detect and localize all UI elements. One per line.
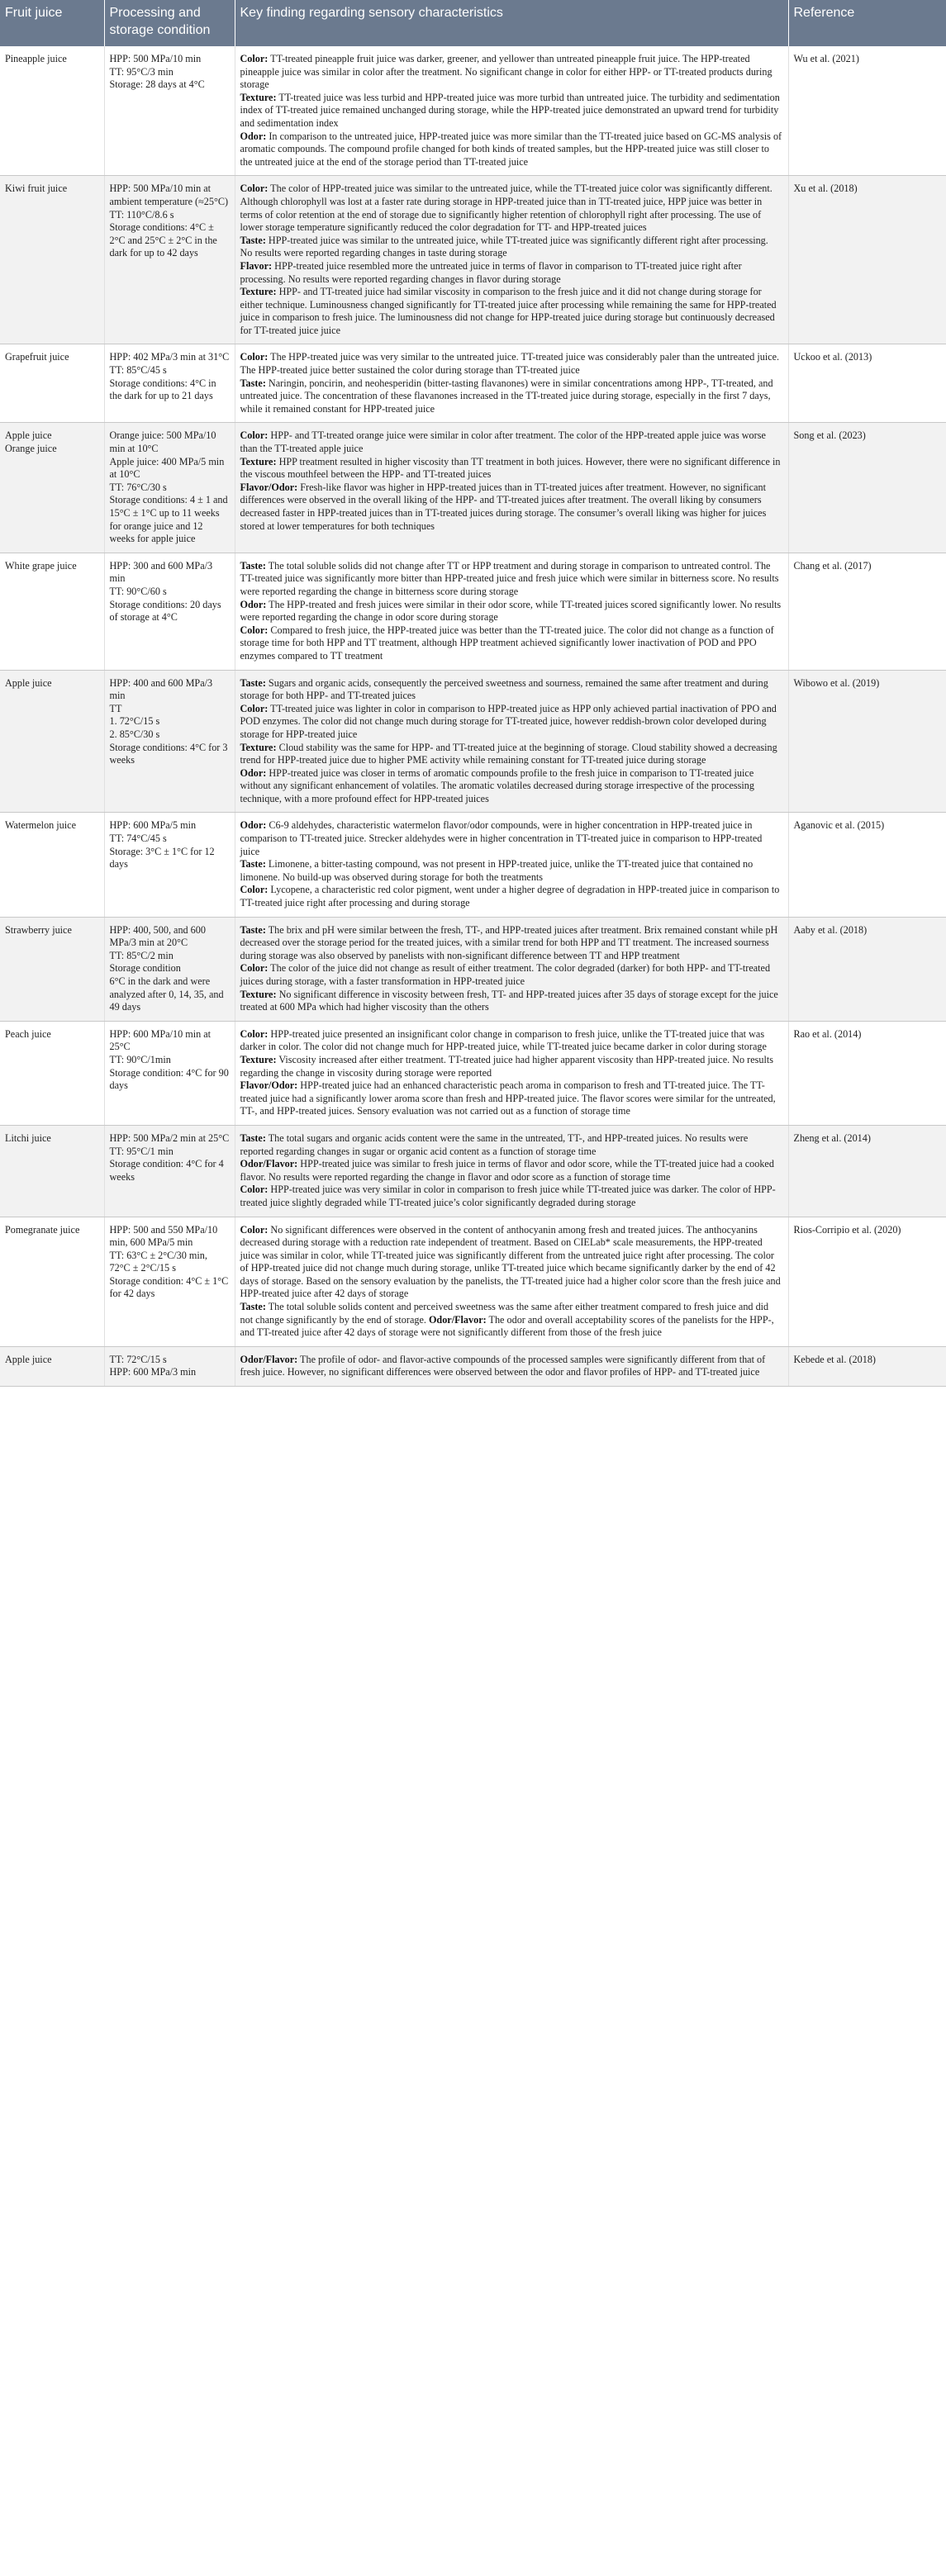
table-row	[0, 670, 946, 813]
condition-line: TT: 95°C/1 min	[109, 1145, 174, 1157]
table-row	[0, 344, 946, 423]
key-finding-cell	[235, 917, 788, 1021]
finding-label: Texture:	[240, 91, 277, 103]
reference-cell: Aganovic et al. (2015)	[788, 813, 946, 917]
condition-line: TT: 110°C/8.6 s	[109, 208, 174, 221]
fruit-juice-cell: Pineapple juice	[0, 46, 104, 176]
condition-line: TT: 90°C/60 s	[109, 585, 167, 597]
finding-label: Odor/Flavor:	[240, 1158, 298, 1170]
finding-text: TT-treated pineapple fruit juice was darker, greener, and yellower than untreated pineapple fruit juice. The HPP-treated pineapple juice was similar in color after the treatment. No significant change in color for either HPP- or TT-treated products during storage	[240, 53, 772, 91]
finding-text: Naringin, poncirin, and neohesperidin (bitter-tasting flavanones) were in similar concentrations among HPP-, TT-treated, and untreated juice. The concentration of these flavanones increased in the TT-treated juice during storage, especially in the first 7 days, while it remained constant for HPP-treated juice	[240, 377, 773, 415]
condition-line: Storage conditions: 20 days of storage at 4°C	[109, 598, 221, 624]
fruit-juice-cell: Apple juice Orange juice	[0, 423, 104, 553]
finding-label: Taste:	[240, 377, 266, 389]
finding-label: Color:	[240, 351, 269, 363]
key-finding-cell	[235, 1217, 788, 1346]
table-row	[0, 423, 946, 553]
condition-line: 6°C in the dark and were analyzed after 0, 14, 35, and 49 days	[109, 975, 224, 1013]
key-finding-cell	[235, 176, 788, 344]
condition-line: Storage conditions: 4°C for 3 weeks	[109, 741, 228, 766]
fruit-juice-cell: White grape juice	[0, 553, 104, 670]
finding-label: Color:	[240, 429, 269, 442]
header-reference: Reference	[788, 0, 946, 46]
finding-label: Odor/Flavor:	[428, 1313, 487, 1326]
finding-text: HPP-treated juice had an enhanced characteristic peach aroma in comparison to fresh and TT-treated juice. The TT-treated juice had a significantly lower aroma score than fresh and HPP-treated juice. The flavor scores were similar for the untreated, TT-, and HPP-treated juices. Sensory evaluation was not carried out as a function of storage time	[240, 1079, 776, 1117]
condition-line: 2. 85°C/30 s	[109, 728, 160, 740]
finding-label: Texture:	[240, 286, 277, 298]
table-row	[0, 46, 946, 176]
finding-label: Texture:	[240, 1053, 277, 1065]
finding-label: Color:	[240, 53, 269, 64]
condition-line: TT: 72°C/15 s	[109, 1353, 167, 1365]
finding-label: Texture:	[240, 455, 277, 467]
fruit-juice-cell: Watermelon juice	[0, 813, 104, 917]
finding-label: Color:	[240, 183, 269, 195]
table-header-row	[0, 0, 946, 46]
condition-line: TT: 95°C/3 min	[109, 65, 174, 78]
processing-condition-cell	[104, 553, 235, 670]
finding-label: Texture:	[240, 741, 277, 753]
key-finding-cell	[235, 1346, 788, 1386]
finding-text: Compared to fresh juice, the HPP-treated juice was better than the TT-treated juice. The color did not change as a function of storage time for both HPP and TT treatment, although HPP treatment achieved significantly lower inactivation of POD and PPO enzymes compared to TT treatment	[240, 624, 774, 662]
finding-text: The color of the juice did not change as result of either treatment. The color degraded (darker) for both HPP- and TT-treated juices during storage, with a faster transformation in HPP-treated juice	[240, 962, 771, 987]
finding-label: Odor:	[240, 766, 267, 779]
finding-text: No significant differences were observed in the content of anthocyanin among fresh and treated juices. The anthocyanins decreased during storage with a reduction rate independent of treatment. Based on CIELab* scale measurements, the HPP-treated juice was similar in color, while TT-treated juice was significantly different from the untreated juice right after processing. The color of HPP-treated juice did not change much during storage, unlike TT-treated juice which became significantly darker by the end of 42 days of storage. Based on the sensory evaluation by the panelists, the TT-treated juice had a higher color score than the fresh juice and HPP-treated juice after 42 days of storage	[240, 1223, 781, 1300]
processing-condition-cell	[104, 813, 235, 917]
table-row	[0, 813, 946, 917]
key-finding-cell	[235, 813, 788, 917]
finding-text: In comparison to the untreated juice, HPP-treated juice was more similar than the TT-treated juice based on GC-MS analysis of aromatic compounds. The compound profile changed for both kinds of treated samples, but the HPP-treated juice was still closer to the untreated juice at the end of the storage period than TT-treated juice	[240, 130, 782, 168]
processing-condition-cell	[104, 917, 235, 1021]
reference-cell: Zheng et al. (2014)	[788, 1125, 946, 1217]
fruit-juice-cell: Litchi juice	[0, 1125, 104, 1217]
condition-line: Storage condition: 4°C ± 1°C for 42 days	[109, 1274, 229, 1300]
finding-text: HPP-treated juice presented an insignificant color change in comparison to fresh juice, unlike the TT-treated juice that was darker in color. The color did not change much for HPP-treated juice, while TT-treated juice became darker in color during storage	[240, 1027, 767, 1053]
finding-label: Taste:	[240, 234, 266, 246]
key-finding-cell	[235, 553, 788, 670]
condition-line: Storage: 28 days at 4°C	[109, 78, 205, 91]
condition-line: Storage conditions: 4°C ± 2°C and 25°C ± 2°C in the dark for up to 42 days	[109, 221, 217, 259]
condition-line: Storage conditions: 4 ± 1 and 15°C ± 1°C up to 11 weeks for orange juice and 12 weeks for apple juice	[109, 494, 228, 545]
finding-text: Limonene, a bitter-tasting compound, was not present in HPP-treated juice, unlike the TT-treated juice that contained no limonene. No build-up was observed during storage for both the treatments	[240, 858, 753, 883]
finding-label: Odor:	[240, 130, 267, 142]
processing-condition-cell	[104, 46, 235, 176]
processing-condition-cell	[104, 176, 235, 344]
finding-text: The profile of odor- and flavor-active compounds of the processed samples were significantly different from that of fresh juice. However, no significant differences were observed between the odor and flavor profiles of HPP- and TT-treated juice	[240, 1353, 766, 1378]
finding-text: The HPP-treated and fresh juices were similar in their odor score, while TT-treated juices scored significantly lower. No results were reported regarding the change in odor score during storage	[240, 598, 782, 624]
reference-cell: Chang et al. (2017)	[788, 553, 946, 670]
finding-text: Cloud stability was the same for HPP- and TT-treated juice at the beginning of storage. Cloud stability showed a decreasing trend for HPP-treated juice due to higher PME activity while remaining constant for TT-treated juice during storage	[240, 741, 777, 766]
condition-line: Apple juice: 400 MPa/5 min at 10°C	[109, 455, 225, 481]
condition-line: HPP: 300 and 600 MPa/3 min	[109, 559, 213, 585]
finding-label: Texture:	[240, 988, 277, 1000]
finding-text: HPP-treated juice resembled more the untreated juice in terms of flavor in comparison to TT-treated juice right after processing. No results were reported regarding changes in flavor during storage	[240, 259, 742, 285]
reference-cell: Kebede et al. (2018)	[788, 1346, 946, 1386]
fruit-juice-cell: Peach juice	[0, 1021, 104, 1125]
reference-cell: Wu et al. (2021)	[788, 46, 946, 176]
finding-text: HPP- and TT-treated juice had similar viscosity in comparison to the fresh juice and it did not change during storage for either technique. Luminousness changed significantly for TT-treated juice after processing while remaining the same for HPP-treated juice in comparison to fresh juice. The luminousness did not change for HPP-treated juice during storage but continuously decreased for TT-treated juice juice	[240, 286, 777, 336]
processing-condition-cell	[104, 1125, 235, 1217]
finding-text: HPP-treated juice was closer in terms of aromatic compounds profile to the fresh juice in comparison to TT-treated juice without any significant enhancement of volatiles. The aromatic volatiles decreased during storage irrespective of the processing technique, with a more profound effect for HPP-treated juices	[240, 766, 754, 804]
finding-label: Flavor/Odor:	[240, 481, 298, 493]
finding-label: Color:	[240, 1184, 269, 1196]
condition-line: HPP: 500 MPa/10 min	[109, 53, 202, 64]
condition-line: HPP: 400 and 600 MPa/3 min	[109, 676, 213, 702]
reference-cell: Uckoo et al. (2013)	[788, 344, 946, 423]
fruit-juice-cell: Grapefruit juice	[0, 344, 104, 423]
table-body	[0, 46, 946, 1387]
finding-label: Odor/Flavor:	[240, 1353, 298, 1365]
fruit-juice-cell: Apple juice	[0, 1346, 104, 1386]
finding-text: Lycopene, a characteristic red color pigment, went under a higher degree of degradation in HPP-treated juice in comparison to TT-treated juice right after processing and during storage	[240, 884, 780, 909]
finding-text: The HPP-treated juice was very similar to the untreated juice. TT-treated juice was considerably paler than the untreated juice. The HPP-treated juice better sustained the color during storage than TT-treated juice	[240, 351, 780, 377]
fruit-juice-cell: Pomegranate juice	[0, 1217, 104, 1346]
finding-text: HPP- and TT-treated orange juice were similar in color after treatment. The color of the HPP-treated apple juice was worse than the TT-treated apple juice	[240, 429, 766, 455]
condition-line: HPP: 402 MPa/3 min at 31°C	[109, 351, 230, 363]
finding-text: The total soluble solids did not change after TT or HPP treatment and during storage in comparison to untreated control. The TT-treated juice was significantly more bitter than HPP-treated juice and fresh juice which were similar in bitterness score. No results were reported regarding the change in bitterness score during storage	[240, 559, 779, 597]
finding-label: Flavor:	[240, 259, 273, 272]
finding-text: The total sugars and organic acids content were the same in the untreated, TT-, and HPP-treated juices. No results were reported regarding changes in sugar or organic acid content as a function of storage time	[240, 1131, 749, 1157]
reference-cell: Rios-Corripio et al. (2020)	[788, 1217, 946, 1346]
key-finding-cell	[235, 670, 788, 813]
condition-line: HPP: 600 MPa/5 min	[109, 819, 197, 832]
key-finding-cell	[235, 46, 788, 176]
condition-line: HPP: 500 and 550 MPa/10 min, 600 MPa/5 min	[109, 1223, 218, 1249]
finding-text: HPP-treated juice was very similar in color in comparison to fresh juice while TT-treated juice was darker. The color of HPP-treated juice slightly degraded while TT-treated juice’s color significantly degraded during storage	[240, 1184, 776, 1208]
finding-label: Taste:	[240, 1301, 266, 1313]
table-row	[0, 1125, 946, 1217]
condition-line: Orange juice: 500 MPa/10 min at 10°C	[109, 429, 216, 455]
finding-label: Odor:	[240, 819, 267, 832]
finding-label: Color:	[240, 962, 269, 975]
finding-label: Odor:	[240, 598, 267, 610]
finding-label: Flavor/Odor:	[240, 1079, 298, 1092]
key-finding-cell	[235, 344, 788, 423]
condition-line: Storage condition	[109, 962, 181, 975]
condition-line: TT: 85°C/2 min	[109, 949, 174, 961]
finding-text: No significant difference in viscosity between fresh, TT- and HPP-treated juices after 35 days of storage except for the juice treated at 600 MPa which had higher viscosity than the others	[240, 988, 778, 1013]
processing-condition-cell	[104, 1346, 235, 1386]
table-row	[0, 1346, 946, 1386]
condition-line: TT: 63°C ± 2°C/30 min, 72°C ± 2°C/15 s	[109, 1249, 207, 1274]
key-finding-cell	[235, 423, 788, 553]
finding-label: Color:	[240, 884, 269, 896]
condition-line: Storage condition: 4°C for 4 weeks	[109, 1158, 224, 1183]
finding-text: TT-treated juice was lighter in color in comparison to HPP-treated juice as HPP only achieved partial inactivation of PPO and POD enzymes. The color did not change much during storage for TT-treated juice, however reddish-brown color developed during storage for HPP-treated juice	[240, 702, 777, 740]
finding-text: The total soluble solids content and perceived sweetness was the same after either treatment compared to fresh juice and did not change significantly by the end of storage.	[240, 1301, 769, 1326]
fruit-juice-cell: Apple juice	[0, 670, 104, 813]
reference-cell: Wibowo et al. (2019)	[788, 670, 946, 813]
condition-line: Storage condition: 4°C for 90 days	[109, 1066, 229, 1092]
finding-text: TT-treated juice was less turbid and HPP-treated juice was more turbid than untreated juice. The turbidity and sedimentation index of TT-treated juice remained unchanged during storage, while the HPP-treated juice demonstrated an upward trend for turbidity and sedimentation index	[240, 91, 780, 129]
table-row	[0, 917, 946, 1021]
condition-line: HPP: 600 MPa/10 min at 25°C	[109, 1027, 212, 1053]
finding-label: Color:	[240, 1027, 269, 1040]
processing-condition-cell	[104, 1021, 235, 1125]
header-processing-condition: Processing and storage condition	[104, 0, 235, 46]
condition-line: TT: 74°C/45 s	[109, 833, 167, 845]
finding-label: Taste:	[240, 923, 266, 936]
processing-condition-cell	[104, 670, 235, 813]
table-row	[0, 1217, 946, 1346]
finding-text: HPP-treated juice was similar to the untreated juice, while TT-treated juice was significantly different right after processing. No results were reported regarding changes in taste during storage	[240, 234, 768, 259]
key-finding-cell	[235, 1021, 788, 1125]
finding-text: Sugars and organic acids, consequently the perceived sweetness and sourness, remained the same after treatment and during storage for both HPP- and TT-treated juices	[240, 676, 768, 702]
condition-line: TT: 90°C/1min	[109, 1053, 171, 1065]
processing-condition-cell	[104, 1217, 235, 1346]
finding-text: HPP-treated juice was similar to fresh juice in terms of flavor and odor score, while the TT-treated juice had a cooked flavor. No results were reported regarding the change in flavor and odor score as a function of storage time	[240, 1158, 774, 1183]
finding-text: C6-9 aldehydes, characteristic watermelon flavor/odor compounds, were in higher concentration in HPP-treated juice in comparison to TT-treated juice. Strecker aldehydes were in higher concentration in TT-treated juice in comparison to HPP-treated juice	[240, 819, 763, 857]
condition-line: HPP: 500 MPa/10 min at ambient temperature (≈25°C)	[109, 183, 229, 207]
reference-cell: Song et al. (2023)	[788, 423, 946, 553]
condition-line: HPP: 500 MPa/2 min at 25°C	[109, 1131, 230, 1144]
key-finding-cell	[235, 1125, 788, 1217]
finding-text: The color of HPP-treated juice was similar to the untreated juice, while the TT-treated juice color was significantly different. Although chlorophyll was lost at a faster rate during storage in HPP-treated juice than in TT-treated juice, HPP juice was better in terms of color retention at the end of storage due to significantly higher retention of chlorophyll right after processing. The use of lower storage temperature significantly reduced the color degradation for TT- and HPP-treated juices	[240, 183, 772, 234]
reference-cell: Rao et al. (2014)	[788, 1021, 946, 1125]
table-row	[0, 176, 946, 344]
table-row	[0, 553, 946, 670]
condition-line: HPP: 400, 500, and 600 MPa/3 min at 20°C	[109, 923, 206, 949]
condition-line: TT: 76°C/30 s	[109, 481, 167, 493]
processing-condition-cell	[104, 423, 235, 553]
condition-line: 1. 72°C/15 s	[109, 715, 160, 728]
condition-line: Storage conditions: 4°C in the dark for up to 21 days	[109, 377, 216, 402]
finding-label: Taste:	[240, 858, 266, 871]
finding-label: Taste:	[240, 676, 266, 689]
finding-text: The brix and pH were similar between the fresh, TT-, and HPP-treated juices after treatment. Brix remained constant while pH decreased over the storage period for the treated juices, with a similar trend for both HPP and TT treatment. The increased sourness during storage was also observed by panelists with non-significant difference between TT and HPP treatment	[240, 923, 778, 961]
condition-line: Storage: 3°C ± 1°C for 12 days	[109, 845, 215, 871]
condition-line: TT	[109, 702, 122, 714]
fruit-juice-cell: Strawberry juice	[0, 917, 104, 1021]
finding-text: HPP treatment resulted in higher viscosity than TT treatment in both juices. However, there were no significant difference in the viscous mouthfeel between the HPP- and TT-treated juices	[240, 455, 781, 481]
finding-text: Viscosity increased after either treatment. TT-treated juice had higher apparent viscosity than HPP-treated juice. No results regarding the change in viscosity during storage were reported	[240, 1053, 773, 1079]
finding-label: Color:	[240, 702, 269, 714]
condition-line: HPP: 600 MPa/3 min	[109, 1366, 197, 1378]
finding-label: Taste:	[240, 1131, 266, 1144]
finding-text: The odor and overall acceptability scores of the panelists for the HPP-, and TT-treated juice after 42 days of storage were not significantly different from those of the fresh juice	[240, 1313, 774, 1339]
finding-text: Fresh-like flavor was higher in HPP-treated juices than in TT-treated juices after treatment. However, no significant differences were observed in the overall liking of the HPP- and TT-treated juices after treatment. The overall liking by consumers decreased faster in HPP-treated juices than in TT-treated juices during storage. The consumer’s overall liking was higher for juices stored at lower temperatures for both techniques	[240, 481, 767, 532]
header-fruit-juice: Fruit juice	[0, 0, 104, 46]
finding-label: Taste:	[240, 559, 266, 572]
header-key-finding: Key finding regarding sensory characteristics	[235, 0, 788, 46]
table-row	[0, 1021, 946, 1125]
finding-label: Color:	[240, 624, 269, 636]
finding-label: Color:	[240, 1223, 269, 1236]
processing-condition-cell	[104, 344, 235, 423]
reference-cell: Aaby et al. (2018)	[788, 917, 946, 1021]
condition-line: TT: 85°C/45 s	[109, 364, 167, 377]
reference-cell: Xu et al. (2018)	[788, 176, 946, 344]
fruit-juice-cell: Kiwi fruit juice	[0, 176, 104, 344]
